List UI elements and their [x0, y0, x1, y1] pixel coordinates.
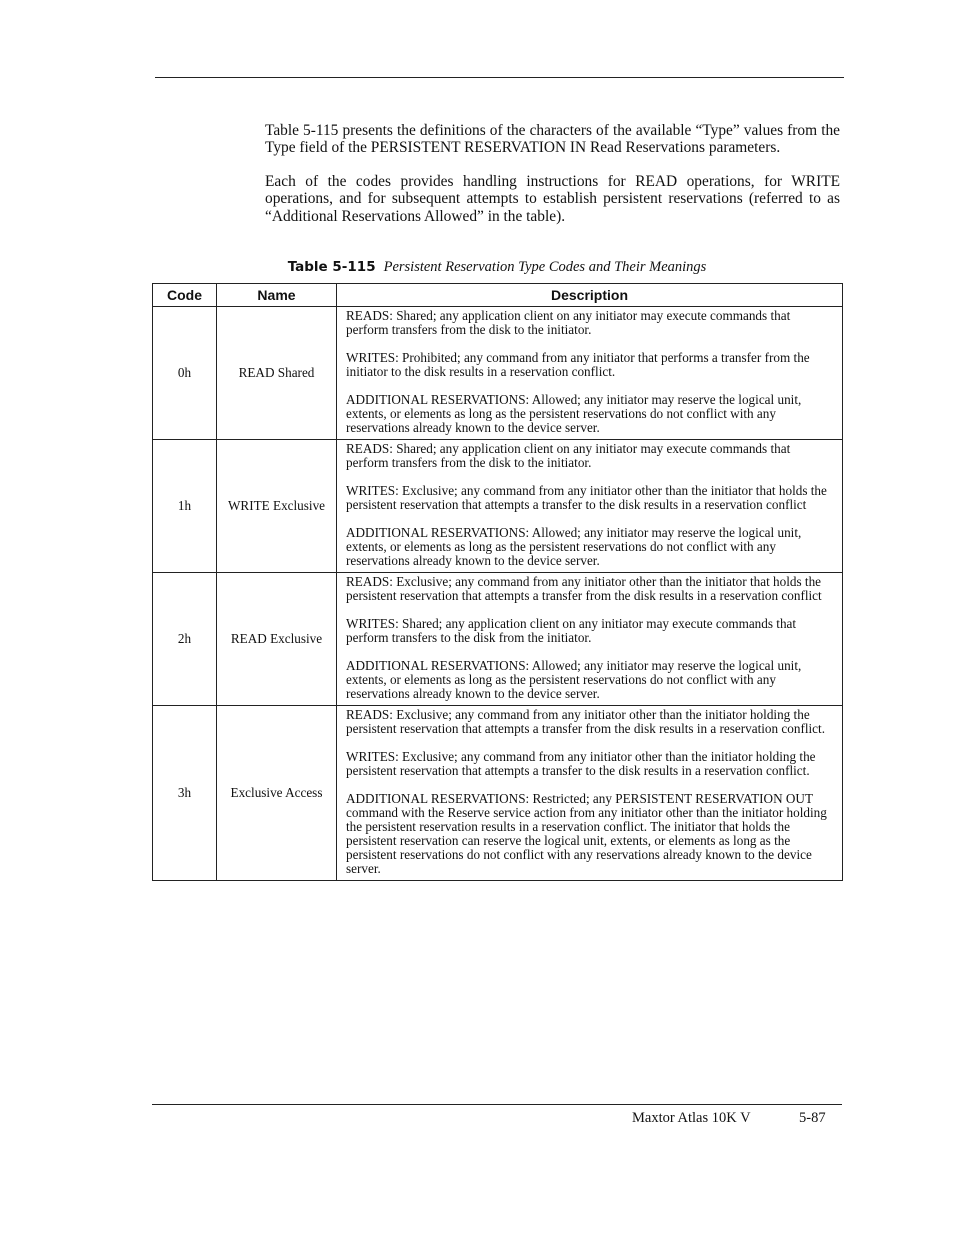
table-row	[153, 440, 843, 573]
code-cell: 3h	[153, 706, 217, 881]
reads-text: READS: Shared; any application client on any initiator may execute commands that perform transfers from the disk to the initiator.	[346, 308, 791, 337]
header-rule	[155, 77, 844, 78]
footer-rule	[152, 1104, 842, 1105]
table-row	[153, 307, 843, 440]
footer-page-number: 5-87	[799, 1110, 826, 1126]
table-header-row	[153, 284, 843, 307]
description-cell	[337, 440, 843, 573]
reads-text: READS: Exclusive; any command from any initiator other than the initiator that holds the persistent reservation that attempts a transfer from the disk results in a reservation conflict	[346, 574, 822, 603]
code-cell: 0h	[153, 307, 217, 440]
reservation-type-table	[152, 283, 843, 881]
description-cell	[337, 706, 843, 881]
code-cell: 2h	[153, 573, 217, 706]
writes-text: WRITES: Prohibited; any command from any initiator that performs a transfer from the initiator to the disk results in a reservation conflict.	[346, 350, 810, 379]
description-cell	[337, 573, 843, 706]
intro-text	[265, 122, 840, 241]
table-caption-label: Table 5-115	[287, 259, 376, 275]
name-cell: READ Exclusive	[217, 573, 337, 706]
writes-text: WRITES: Exclusive; any command from any initiator other than the initiator holding the persistent reservation that attempts a transfer to the disk results in a reservation conflict.	[346, 749, 816, 778]
header-description: Description	[337, 284, 843, 307]
name-cell: READ Shared	[217, 307, 337, 440]
intro-paragraph-2: Each of the codes provides handling instructions for READ operations, for WRITE operations, and for subsequent attempts to establish persistent reservations (referred to as “Additional Reservations Allowed” in the table).	[265, 172, 840, 225]
additional-reservations-text: ADDITIONAL RESERVATIONS: Allowed; any initiator may reserve the logical unit, extents, or elements as long as the persistent reservations do not conflict with any reservations already known to the device server.	[346, 658, 802, 701]
footer-document-title: Maxtor Atlas 10K V	[632, 1110, 751, 1126]
additional-reservations-text: ADDITIONAL RESERVATIONS: Restricted; any PERSISTENT RESERVATION OUT command with the Reserve service action from any initiator other than the initiator holding the persistent reservation results in a reservation conflict. The initiator that holds the persistent reservation can reserve the logical unit, extents, or elements as long as the persistent reservations do not conflict with any reservations already known to the device server.	[346, 791, 827, 876]
additional-reservations-text: ADDITIONAL RESERVATIONS: Allowed; any initiator may reserve the logical unit, extents, or elements as long as the persistent reservations do not conflict with any reservations already known to the device server.	[346, 392, 802, 435]
name-cell: Exclusive Access	[217, 706, 337, 881]
writes-text: WRITES: Shared; any application client on any initiator may execute commands that perform transfers to the disk from the initiator.	[346, 616, 797, 645]
description-cell	[337, 307, 843, 440]
header-name: Name	[217, 284, 337, 307]
name-cell: WRITE Exclusive	[217, 440, 337, 573]
reads-text: READS: Exclusive; any command from any initiator other than the initiator holding the persistent reservation that attempts a transfer from the disk results in a reservation conflict.	[346, 707, 825, 736]
writes-text: WRITES: Exclusive; any command from any initiator other than the initiator that holds the persistent reservation that attempts a transfer to the disk results in a reservation conflict	[346, 483, 827, 512]
additional-reservations-text: ADDITIONAL RESERVATIONS: Allowed; any initiator may reserve the logical unit, extents, or elements as long as the persistent reservations do not conflict with any reservations already known to the device server.	[346, 525, 802, 568]
code-cell: 1h	[153, 440, 217, 573]
reads-text: READS: Shared; any application client on any initiator may execute commands that perform transfers from the disk to the initiator.	[346, 441, 791, 470]
table-caption-text: Persistent Reservation Type Codes and Their Meanings	[383, 259, 707, 275]
table-row	[153, 706, 843, 881]
table-row	[153, 573, 843, 706]
intro-paragraph-1: Table 5-115 presents the definitions of the characters of the available “Type” values from the Type field of the PERSISTENT RESERVATION IN Read Reservations parameters.	[265, 122, 840, 157]
header-code: Code	[153, 284, 217, 307]
table-caption	[152, 259, 842, 276]
